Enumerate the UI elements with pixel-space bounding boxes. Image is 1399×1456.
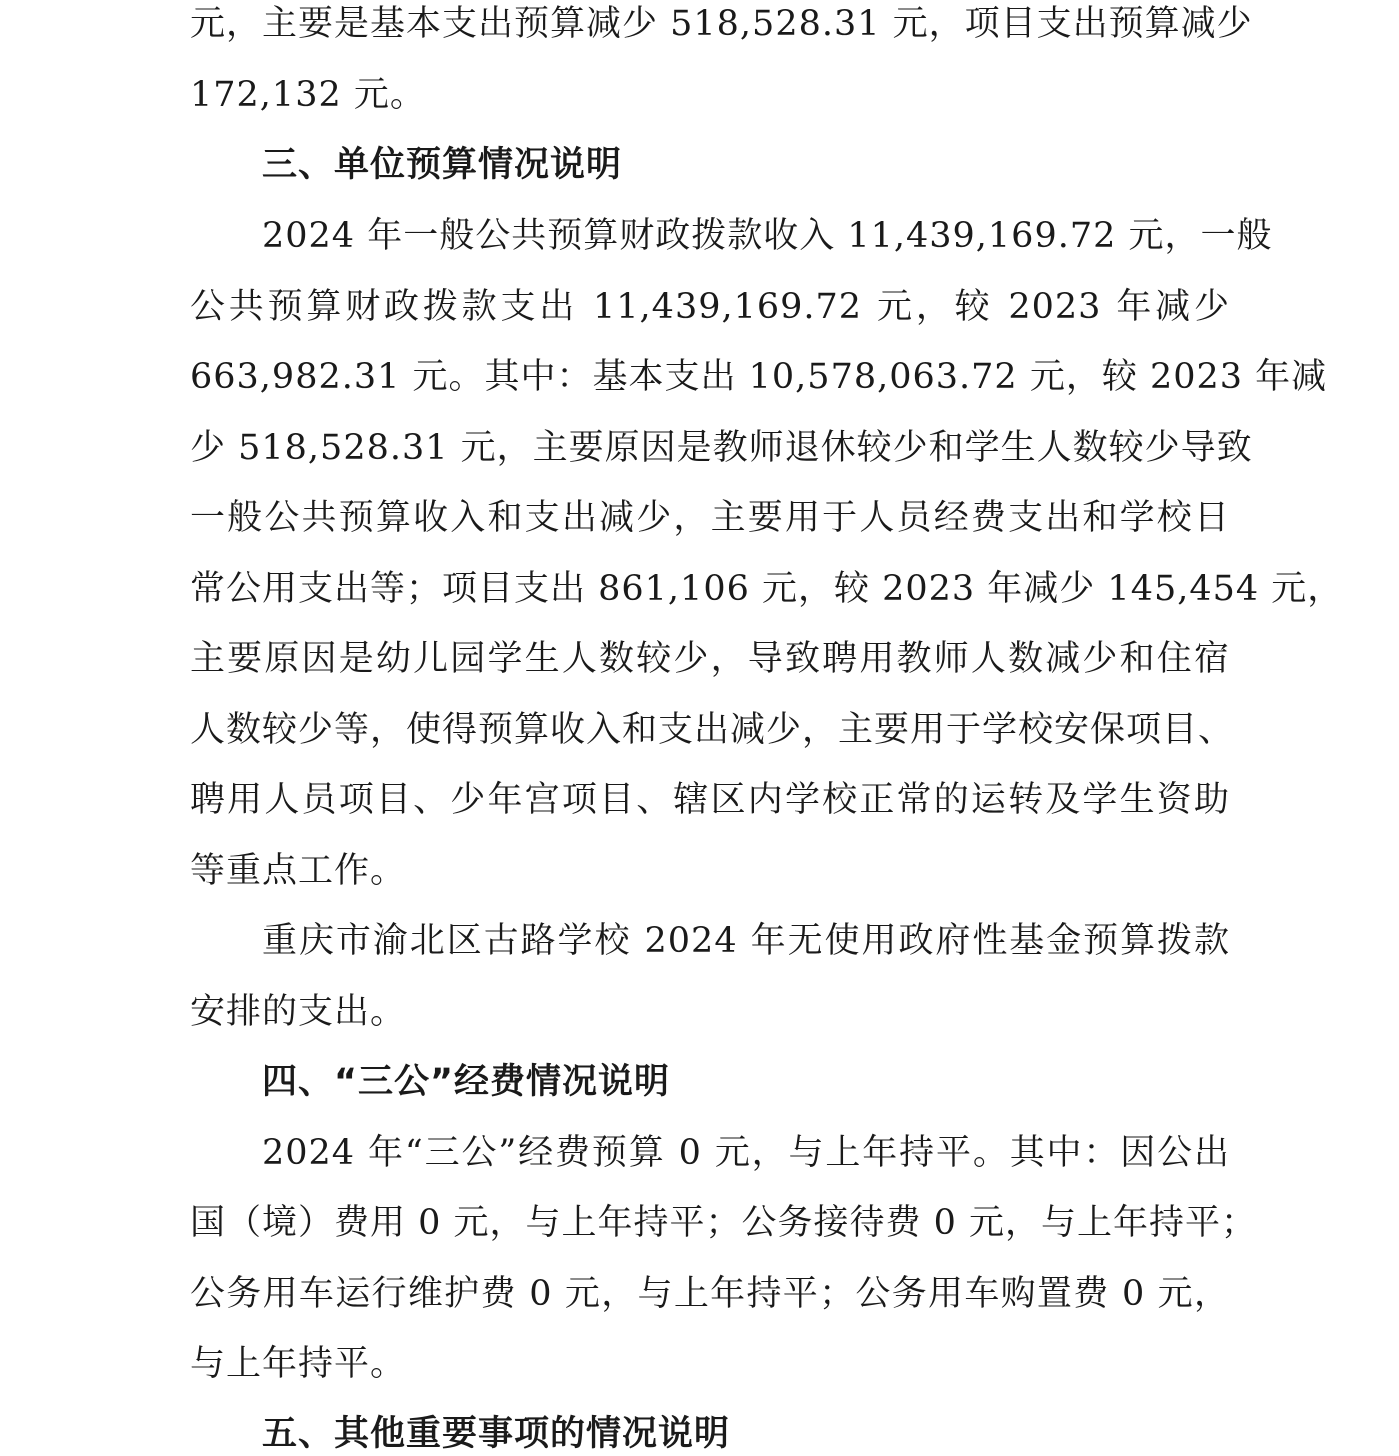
section-3-para-1-line-2: 公共预算财政拨款支出 11,439,169.72 元，较 2023 年减少	[190, 287, 1230, 327]
section-3-para-2-line-2: 安排的支出。	[190, 992, 407, 1032]
section-4-para-1-line-1: 2024 年“三公”经费预算 0 元，与上年持平。其中：因公出	[262, 1133, 1230, 1173]
section-3-para-1-line-8: 人数较少等，使得预算收入和支出减少，主要用于学校安保项目、	[190, 710, 1235, 750]
section-3-para-1-line-3: 663,982.31 元。其中：基本支出 10,578,063.72 元，较 2023 年减	[190, 357, 1328, 397]
section-3-para-1-line-1: 2024 年一般公共预算财政拨款收入 11,439,169.72 元，一般	[262, 216, 1273, 256]
section-3-para-1-line-9: 聘用人员项目、少年宫项目、辖区内学校正常的运转及学生资助	[190, 780, 1230, 820]
section-5-heading: 五、其他重要事项的情况说明	[262, 1414, 731, 1454]
section-3-para-1-line-7: 主要原因是幼儿园学生人数较少，导致聘用教师人数减少和住宿	[190, 639, 1230, 679]
section-4-para-1-line-4: 与上年持平。	[190, 1344, 407, 1384]
section-4-para-1-line-3: 公务用车运行维护费 0 元，与上年持平；公务用车购置费 0 元，	[190, 1274, 1230, 1314]
section-4-para-1-line-2: 国（境）费用 0 元，与上年持平；公务接待费 0 元，与上年持平；	[190, 1203, 1258, 1243]
section-3-para-1-line-4: 少 518,528.31 元，主要原因是教师退休较少和学生人数较少导致	[190, 428, 1253, 468]
section-3-para-1-line-10: 等重点工作。	[190, 851, 407, 891]
section-3-para-1-line-6: 常公用支出等；项目支出 861,106 元，较 2023 年减少 145,454 元，	[190, 569, 1344, 609]
section-4-heading: 四、“三公”经费情况说明	[262, 1062, 671, 1102]
section-3-para-2-line-1: 重庆市渝北区古路学校 2024 年无使用政府性基金预算拨款	[262, 921, 1230, 961]
section-3-para-1-line-5: 一般公共预算收入和支出减少，主要用于人员经费支出和学校日	[190, 498, 1230, 538]
section-3-heading: 三、单位预算情况说明	[262, 145, 623, 185]
intro-line-2: 172,132 元。	[190, 75, 426, 115]
intro-line-1: 元，主要是基本支出预算减少 518,528.31 元，项目支出预算减少	[190, 4, 1253, 44]
